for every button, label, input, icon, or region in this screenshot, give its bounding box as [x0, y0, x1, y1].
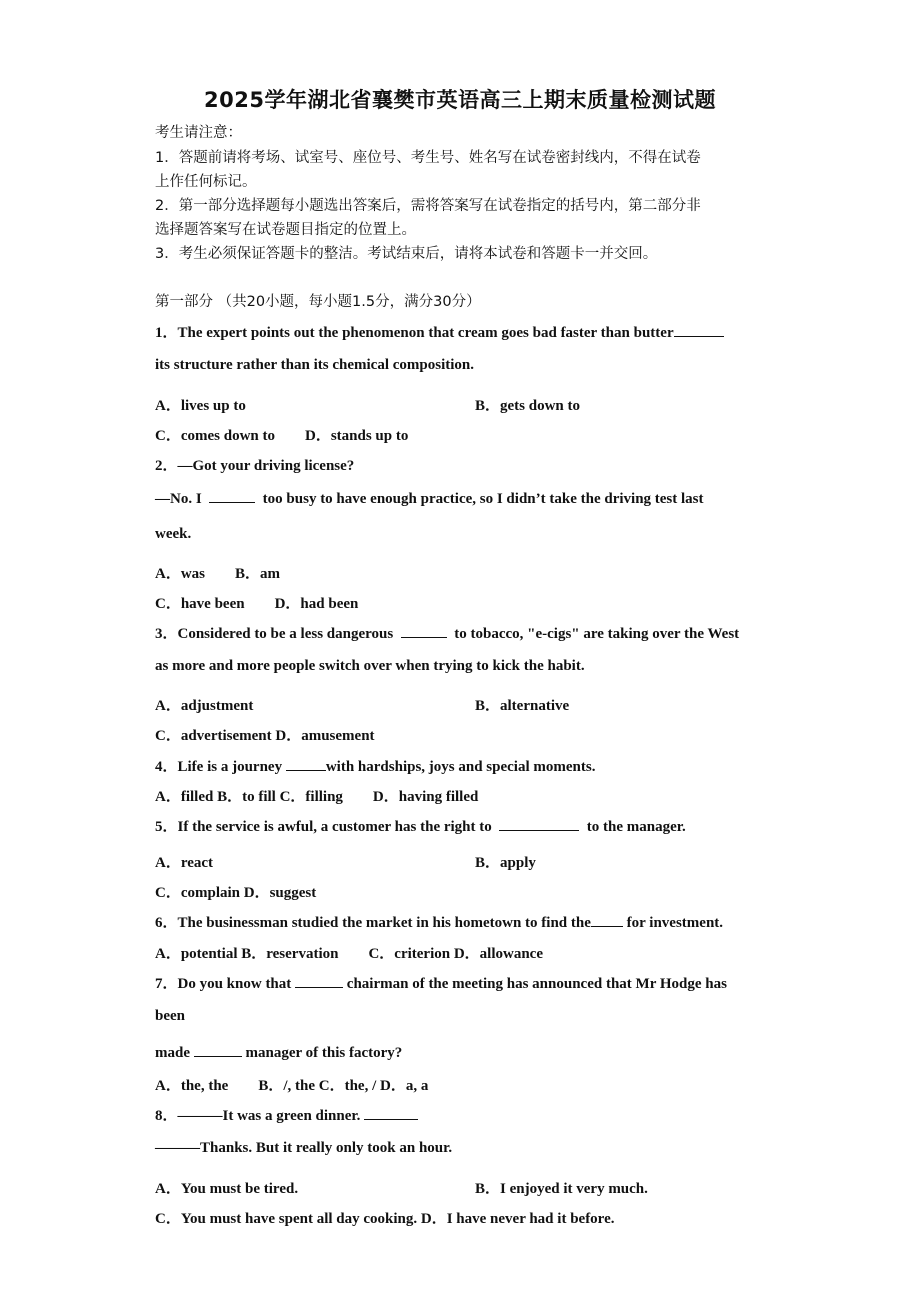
- question-5-line-1: [155, 815, 686, 836]
- question-7-line-1: [155, 972, 727, 993]
- question-3-option-a: A．adjustment: [155, 698, 254, 714]
- question-5-option-a: A．react: [155, 855, 214, 871]
- answer-blank: [286, 758, 326, 771]
- question-3-line-1: [155, 622, 739, 643]
- question-5-stem-pre: 5．If the service is awful, a customer has the right to: [155, 819, 492, 835]
- notice-heading: 考生请注意：: [155, 125, 242, 141]
- question-3-line-2: as more and more people switch over when trying to kick the habit.: [155, 658, 585, 674]
- answer-blank: [194, 1044, 242, 1057]
- question-7-stem-made: made: [155, 1045, 190, 1061]
- question-3-options-cd: C．advertisement D．amusement: [155, 728, 375, 744]
- question-2-line-1: 2．—Got your driving license?: [155, 458, 355, 474]
- answer-blank: [209, 490, 255, 503]
- question-4-stem-post: with hardships, joys and special moments.: [325, 759, 596, 775]
- question-2-options-cd: C．have been D．had been: [155, 596, 359, 612]
- answer-blank: [295, 975, 343, 988]
- question-8-options-cd: C．You must have spent all day cooking. D．I have never had it before.: [155, 1211, 615, 1227]
- notice-item-1-line-2: 上作任何标记。: [155, 174, 257, 190]
- notice-item-3: 3．考生必须保证答题卡的整洁。考试结束后，请将本试卷和答题卡一并交回。: [155, 246, 658, 262]
- question-1-option-b: B．gets down to: [475, 398, 581, 414]
- question-1-options-cd: C．comes down to D．stands up to: [155, 428, 409, 444]
- question-7-stem-end: manager of this factory?: [245, 1045, 403, 1061]
- question-5-options-cd: C．complain D．suggest: [155, 885, 317, 901]
- question-8-line-1: [155, 1104, 418, 1125]
- question-6-stem-post: for investment.: [626, 915, 724, 931]
- question-7-options: A．the, the B．/, the C．the, / D．a, a: [155, 1078, 429, 1094]
- question-2-line-3: week.: [155, 526, 192, 542]
- question-2-options-ab: A．was B．am: [155, 566, 281, 582]
- question-8-line-2: ———Thanks. But it really only took an hour.: [155, 1140, 453, 1156]
- question-7-line-2: been: [155, 1008, 185, 1024]
- question-6-line-1: [155, 911, 723, 932]
- question-3-stem-post: to tobacco, "e-cigs" are taking over the West: [454, 626, 740, 642]
- question-3-option-b: B．alternative: [475, 698, 570, 714]
- question-3-stem-pre: 3．Considered to be a less dangerous: [155, 626, 394, 642]
- question-4-stem-pre: 4．Life is a journey: [155, 759, 283, 775]
- answer-blank: [674, 324, 724, 337]
- page-title: 2025学年湖北省襄樊市英语高三上期末质量检测试题: [204, 88, 716, 112]
- question-8-option-b: B．I enjoyed it very much.: [475, 1181, 648, 1197]
- question-5-option-b: B．apply: [475, 855, 536, 871]
- question-6-stem-pre: 6．The businessman studied the market in his hometown to find the: [155, 915, 591, 931]
- question-6-options: A．potential B．reservation C．criterion D．allowance: [155, 946, 544, 962]
- question-2-stem-post: too busy to have enough practice, so I didn’t take the driving test last: [262, 491, 704, 507]
- answer-blank: [591, 914, 623, 927]
- notice-item-2-line-1: 2．第一部分选择题每小题选出答案后，需将答案写在试卷指定的括号内，第二部分非: [155, 198, 701, 214]
- question-1-line-2: its structure rather than its chemical composition.: [155, 357, 474, 373]
- question-1-stem: 1．The expert points out the phenomenon that cream goes bad faster than butter: [155, 325, 674, 341]
- question-7-stem-pre: 7．Do you know that: [155, 976, 292, 992]
- answer-blank: [499, 818, 579, 831]
- section-heading: 第一部分 （共20小题，每小题1.5分，满分30分）: [155, 294, 481, 310]
- question-2-stem-pre: —No. I: [155, 491, 202, 507]
- question-1-line-1: [155, 321, 724, 342]
- question-7-stem-post: chairman of the meeting has announced that Mr Hodge has: [346, 976, 727, 992]
- question-4-line-1: [155, 755, 595, 776]
- notice-item-2-line-2: 选择题答案写在试卷题目指定的位置上。: [155, 222, 416, 238]
- answer-blank: [364, 1107, 418, 1120]
- question-5-stem-post: to the manager.: [586, 819, 686, 835]
- notice-item-1-line-1: 1．答题前请将考场、试室号、座位号、考生号、姓名写在试卷密封线内，不得在试卷: [155, 150, 701, 166]
- question-8-option-a: A．You must be tired.: [155, 1181, 299, 1197]
- question-1-option-a: A．lives up to: [155, 398, 246, 414]
- question-8-stem: 8．———It was a green dinner.: [155, 1108, 361, 1124]
- question-2-line-2: [155, 490, 704, 508]
- question-4-options: A．filled B．to fill C．filling D．having filled: [155, 789, 479, 805]
- question-7-line-3: [155, 1044, 402, 1062]
- answer-blank: [401, 625, 447, 638]
